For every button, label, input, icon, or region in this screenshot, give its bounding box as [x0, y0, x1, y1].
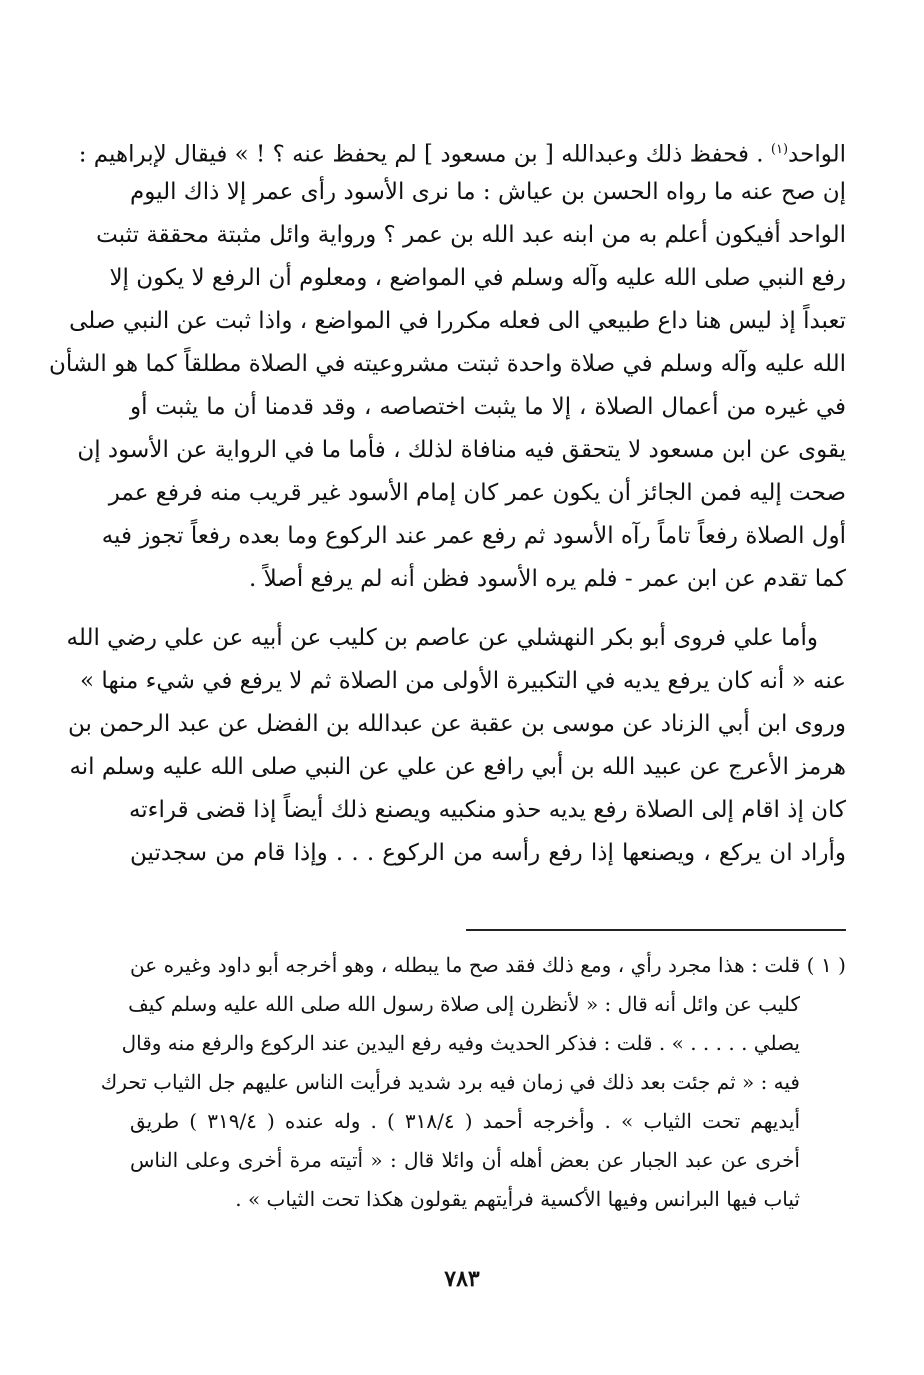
footnote-line: يصلي . . . . . » . قلت : فذكر الحديث وفيه رفع اليدين عند الركوع والرفع منه وقال: [121, 1031, 800, 1055]
page-number: ٧٨٣: [444, 1266, 480, 1292]
text-line: إن صح عنه ما رواه الحسن بن عياش : ما نرى الأسود رأى عمر إلا ذاك اليوم: [130, 179, 846, 205]
text-line: كما تقدم عن ابن عمر - فلم يره الأسود فظن أنه لم يرفع أصلاً .: [248, 566, 846, 592]
text-line: هرمز الأعرج عن عبيد الله بن أبي رافع عن علي عن النبي صلى الله عليه وسلم انه: [69, 754, 846, 780]
footnote-text: قلت : هذا مجرد رأي ، ومع ذلك فقد صح ما يبطله ، وهو أخرجه أبو داود وغيره عن: [130, 953, 801, 977]
text-line: الواحد أفيكون أعلم به من ابنه عبد الله بن عمر ؟ ورواية وائل مثبتة محققة تثبت: [96, 222, 846, 248]
footnote-line: أخرى عن عبد الجبار عن بعض أهله أن وائلا قال : « أتيته مرة أخرى وعلى الناس: [130, 1148, 800, 1172]
text-line: وأراد ان يركع ، ويصنعها إذا رفع رأسه من الركوع . . . وإذا قام من سجدتين: [130, 840, 846, 866]
footnote-marker: ( ١ ): [806, 953, 846, 977]
text-line: أول الصلاة رفعاً تاماً رآه الأسود ثم رفع عمر عند الركوع وما بعده رفعاً تجوز فيه: [101, 523, 846, 549]
paragraph-gap: [130, 601, 846, 617]
text-line: وروى ابن أبي الزناد عن موسى بن عقبة عن عبدالله بن الفضل عن عبد الرحمن بن: [67, 711, 846, 737]
footnote-reference: (١): [770, 142, 789, 157]
text-line: كان إذ اقام إلى الصلاة رفع يديه حذو منكبيه ويصنع ذلك أيضاً إذا قضى قراءته: [128, 797, 846, 823]
footnote-block: [100, 946, 846, 1219]
footnote-line: كليب عن وائل أنه قال : « لأنظرن إلى صلاة رسول الله صلى الله عليه وسلم كيف: [128, 992, 800, 1016]
text-line: الله عليه وآله وسلم في صلاة واحدة ثبتت مشروعيته في الصلاة مطلقاً كما هو الشأن: [49, 351, 846, 377]
footnote-line: أيديهم تحت الثياب » . وأخرجه أحمد ( ٣١٨/٤ ) . وله عنده ( ٣١٩/٤ ) طريق: [130, 1109, 800, 1133]
text-line: صحت إليه فمن الجائز أن يكون عمر كان إمام الأسود غير قريب منه فرفع عمر: [108, 480, 846, 506]
footnote-line: ثياب فيها البرانس وفيها الأكسية فرأيتهم يقولون هكذا تحت الثياب » .: [235, 1187, 800, 1211]
footnote-line: فيه : « ثم جئت بعد ذلك في زمان فيه برد شديد فرأيت الناس عليهم جل الثياب تحرك: [100, 1070, 800, 1094]
text-line: عنه « أنه كان يرفع يديه في التكبيرة الأولى من الصلاة ثم لا يرفع في شيء منها »: [80, 668, 846, 694]
text-line: [78, 128, 846, 171]
text-line: وأما علي فروى أبو بكر النهشلي عن عاصم بن كليب عن أبيه عن علي رضي الله: [66, 625, 818, 651]
text-line: تعبداً إذ ليس هنا داع طبيعي الى فعله مكررا في المواضع ، واذا ثبت عن النبي صلى: [69, 308, 846, 334]
text-segment: الواحد: [788, 141, 846, 168]
text-segment: . فحفظ ذلك وعبدالله [ بن مسعود ] لم يحفظ عنه ؟ ! » فيقال لإبراهيم :: [78, 141, 764, 168]
main-text-body: [49, 128, 846, 875]
text-line: في غيره من أعمال الصلاة ، إلا ما يثبت اختصاصه ، وقد قدمنا أن ما يثبت أو: [130, 394, 846, 420]
footnote-line: [130, 946, 846, 985]
footnote-divider: [466, 929, 846, 931]
text-line: يقوى عن ابن مسعود لا يتحقق فيه منافاة لذلك ، فأما ما في الرواية عن الأسود إن: [77, 437, 846, 463]
text-line: رفع النبي صلى الله عليه وآله وسلم في المواضع ، ومعلوم أن الرفع لا يكون إلا: [109, 265, 846, 291]
